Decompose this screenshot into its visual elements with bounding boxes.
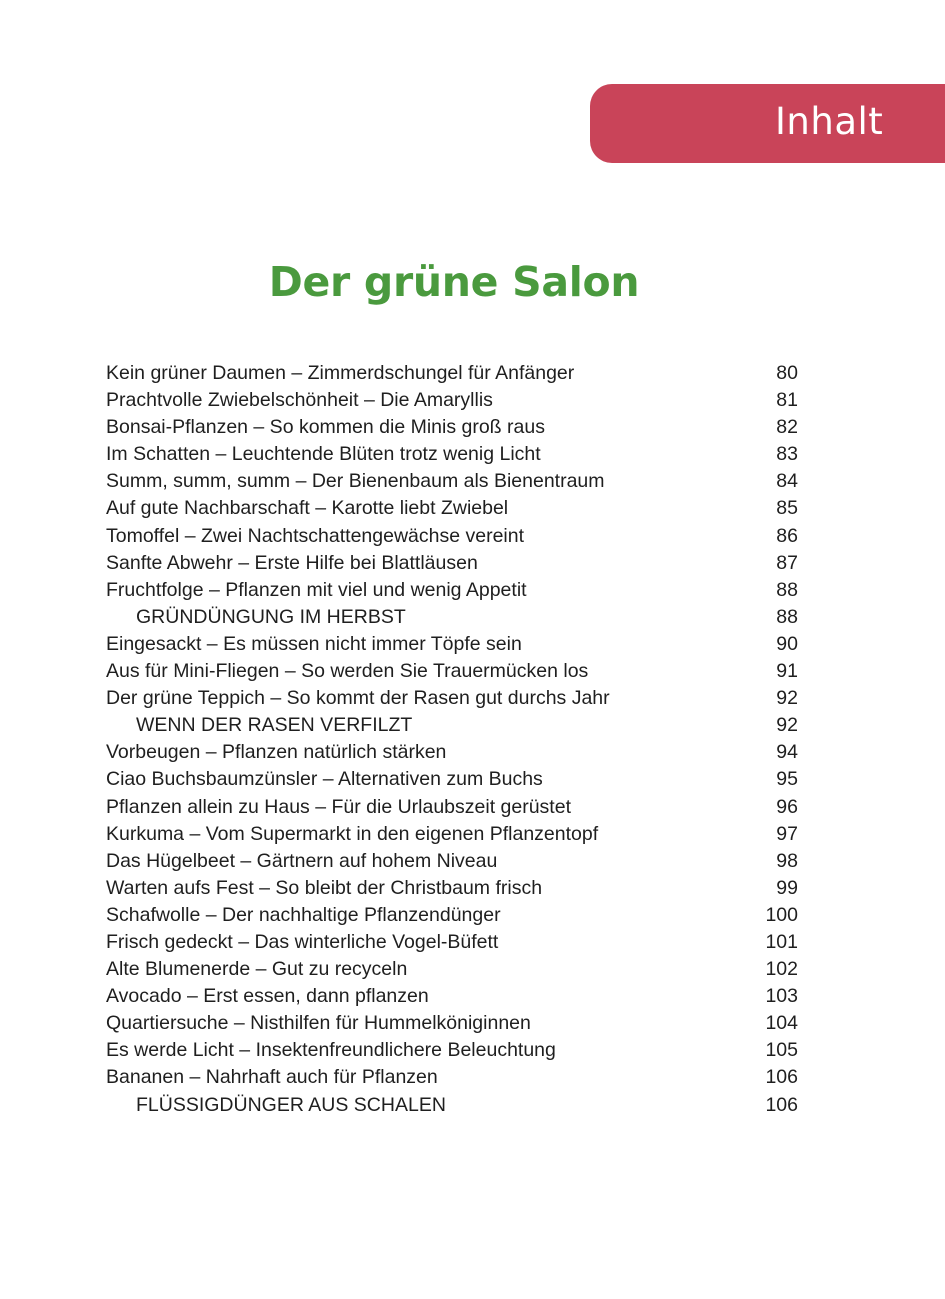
- toc-entry: [106, 685, 798, 712]
- section-tab: [590, 84, 945, 163]
- toc-entry-page: 106: [765, 1093, 798, 1116]
- toc-entry-page: 87: [776, 551, 798, 574]
- toc-entry-title: Quartiersuche – Nisthilfen für Hummelköniginnen: [106, 1012, 531, 1035]
- toc-entry-title: Frisch gedeckt – Das winterliche Vogel-Büfett: [106, 930, 499, 953]
- toc-entry-title: GRÜNDÜNGUNG IM HERBST: [136, 605, 406, 628]
- toc-entry-page: 98: [776, 849, 798, 872]
- toc-entry-title: Im Schatten – Leuchtende Blüten trotz wenig Licht: [106, 443, 541, 466]
- toc-entry-title: Vorbeugen – Pflanzen natürlich stärken: [106, 741, 447, 764]
- toc-entry: [106, 577, 798, 604]
- toc-entry-page: 91: [776, 660, 798, 683]
- toc-entry-title: FLÜSSIGDÜNGER AUS SCHALEN: [136, 1093, 446, 1116]
- toc-entry-title: Pflanzen allein zu Haus – Für die Urlaubszeit gerüstet: [106, 795, 571, 818]
- toc-entry-page: 81: [776, 389, 798, 412]
- toc-entry-title: Der grüne Teppich – So kommt der Rasen gut durchs Jahr: [106, 687, 610, 710]
- toc-entry: [106, 631, 798, 658]
- toc-entry-page: 83: [776, 443, 798, 466]
- toc-entry-page: 92: [776, 687, 798, 710]
- toc-entry-title: Fruchtfolge – Pflanzen mit viel und wenig Appetit: [106, 578, 527, 601]
- toc-entry-page: 99: [776, 876, 798, 899]
- toc-entry-page: 100: [765, 903, 798, 926]
- toc-entry-title: Kein grüner Daumen – Zimmerdschungel für Anfänger: [106, 362, 575, 384]
- toc-entry: [106, 550, 798, 577]
- toc-entry-page: 101: [765, 930, 798, 953]
- toc-entry-page: 84: [776, 470, 798, 493]
- toc-subentry: [106, 604, 798, 631]
- toc-entry-page: 86: [776, 524, 798, 547]
- toc-entry: [106, 1064, 798, 1091]
- toc-entry: [106, 929, 798, 956]
- toc-entry-title: Es werde Licht – Insektenfreundlichere Beleuchtung: [106, 1039, 556, 1062]
- toc-entry-title: Kurkuma – Vom Supermarkt in den eigenen Pflanzentopf: [106, 822, 599, 845]
- toc-entry-title: Tomoffel – Zwei Nachtschattengewächse vereint: [106, 524, 525, 547]
- toc-entry-page: 80: [776, 362, 798, 384]
- toc-entry-page: 96: [776, 795, 798, 818]
- toc-entry-page: 82: [776, 416, 798, 439]
- toc-entry: [106, 1037, 798, 1064]
- toc-entry-title: Schafwolle – Der nachhaltige Pflanzendünger: [106, 903, 501, 926]
- toc-entry: [106, 387, 798, 414]
- toc-entry-title: Alte Blumenerde – Gut zu recyceln: [106, 958, 408, 981]
- chapter-title: Der grüne Salon: [268, 258, 640, 306]
- toc-entry: [106, 495, 798, 522]
- toc-entry-title: Das Hügelbeet – Gärtnern auf hohem Niveau: [106, 849, 498, 872]
- toc-entry: [106, 875, 798, 902]
- toc-entry-title: Prachtvolle Zwiebelschönheit – Die Amaryllis: [106, 389, 493, 412]
- toc-entry-page: 103: [765, 985, 798, 1008]
- toc-entry: [106, 794, 798, 821]
- table-of-contents: [106, 360, 798, 1119]
- toc-entry-page: 102: [765, 958, 798, 981]
- toc-entry-title: Avocado – Erst essen, dann pflanzen: [106, 985, 429, 1008]
- section-tab-label: Inhalt: [775, 100, 884, 143]
- toc-entry: [106, 414, 798, 441]
- toc-entry: [106, 956, 798, 983]
- toc-entry-title: Ciao Buchsbaumzünsler – Alternativen zum Buchs: [106, 768, 543, 791]
- toc-entry-page: 94: [776, 741, 798, 764]
- toc-entry-title: Eingesackt – Es müssen nicht immer Töpfe sein: [106, 632, 522, 655]
- toc-entry-title: Bonsai-Pflanzen – So kommen die Minis groß raus: [106, 416, 545, 439]
- toc-entry: [106, 821, 798, 848]
- toc-entry: [106, 360, 798, 387]
- toc-entry: [106, 468, 798, 495]
- toc-entry-page: 85: [776, 497, 798, 520]
- toc-entry-page: 95: [776, 768, 798, 791]
- toc-entry-page: 92: [776, 714, 798, 737]
- toc-entry: [106, 766, 798, 793]
- toc-entry-page: 104: [765, 1012, 798, 1035]
- toc-entry-page: 88: [776, 605, 798, 628]
- toc-entry-title: WENN DER RASEN VERFILZT: [136, 714, 413, 737]
- toc-subentry: [106, 1092, 798, 1119]
- toc-entry: [106, 523, 798, 550]
- toc-entry: [106, 902, 798, 929]
- toc-entry: [106, 1010, 798, 1037]
- toc-entry: [106, 983, 798, 1010]
- toc-entry-page: 105: [765, 1039, 798, 1062]
- toc-entry-page: 90: [776, 632, 798, 655]
- toc-entry-title: Auf gute Nachbarschaft – Karotte liebt Zwiebel: [106, 497, 509, 520]
- toc-entry-title: Bananen – Nahrhaft auch für Pflanzen: [106, 1066, 438, 1089]
- toc-entry: [106, 658, 798, 685]
- toc-entry-page: 97: [776, 822, 798, 845]
- toc-subentry: [106, 712, 798, 739]
- toc-entry: [106, 441, 798, 468]
- toc-entry-page: 88: [776, 578, 798, 601]
- toc-entry-title: Aus für Mini-Fliegen – So werden Sie Trauermücken los: [106, 660, 589, 683]
- toc-entry-page: 106: [765, 1066, 798, 1089]
- toc-entry-title: Summ, summ, summ – Der Bienenbaum als Bienentraum: [106, 470, 605, 493]
- toc-entry-title: Sanfte Abwehr – Erste Hilfe bei Blattläusen: [106, 551, 478, 574]
- toc-entry: [106, 848, 798, 875]
- toc-entry: [106, 739, 798, 766]
- toc-entry-title: Warten aufs Fest – So bleibt der Christbaum frisch: [106, 876, 543, 899]
